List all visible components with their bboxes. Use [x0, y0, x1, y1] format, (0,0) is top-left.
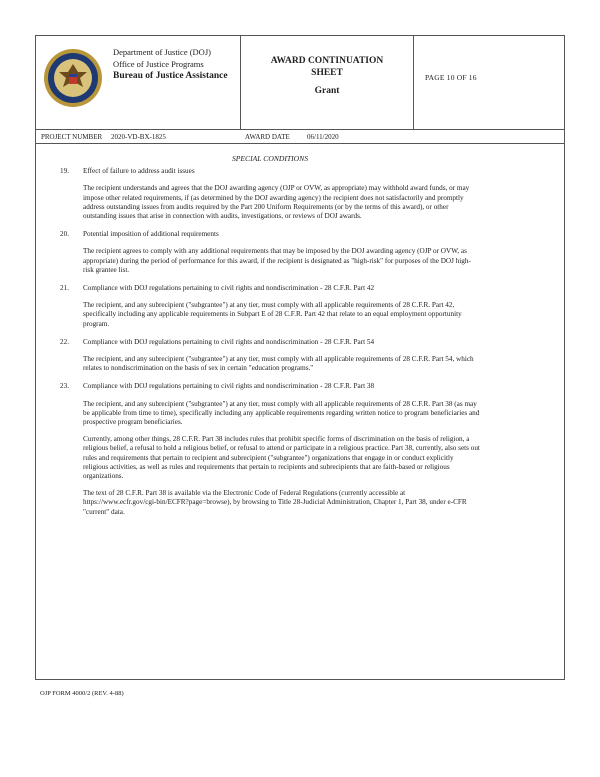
condition-number: 19.: [60, 167, 69, 176]
condition-paragraph: The recipient, and any subrecipient ("subgrantee") at any tier, must comply with all applicable requirements of 28 C.F.R. Part 42, specifically including any applicable requirements in Subpart E of 28 C.F.R. Part 42 that relate to an equal employment opportunity program.: [83, 301, 462, 328]
condition-paragraph: The recipient agrees to comply with any additional requirements that may be imposed by the DOJ awarding agency (OJP or OVW, as appropriate) during the period of performance for this award, if the recipient is designated as "high-risk" for purposes of the DOJ high-risk grantee list.: [83, 247, 471, 274]
condition-item: [60, 230, 480, 275]
condition-item: [60, 338, 480, 374]
condition-number: 22.: [60, 337, 69, 346]
condition-paragraph: Currently, among other things, 28 C.F.R. Part 38 includes rules that prohibit specific forms of discrimination on the basis of religion, a religious belief, a refusal to hold a religious belief, or refusal to attend or participate in a religious practice. Part 38, currently, also sets out rules and requirements that pertain to recipient and subrecipient ("subgrantee") organizations that engage in or conduct explicitly religious activities, as well as rules and requirements that pertain to recipients and subrecipients that are faith-based or religious organizations.: [83, 435, 480, 481]
condition-paragraph: The recipient, and any subrecipient ("subgrantee") at any tier, must comply with all applicable requirements of 28 C.F.R. Part 54, which relates to nondiscrimination on the basis of sex in certain "education programs.": [83, 355, 474, 373]
conditions-body: [60, 154, 480, 526]
award-meta-row: [35, 130, 565, 144]
agency-line-3: Bureau of Justice Assistance: [113, 71, 228, 81]
condition-item: [60, 284, 480, 329]
condition-number: 20.: [60, 230, 69, 239]
condition-paragraph: The recipient understands and agrees that the DOJ awarding agency (OJP or OVW, as appropriate) may withhold award funds, or may impose other related requirements, if (as determined by the DOJ awarding agency) the recipient does not satisfactorily and promptly address outstanding issues from audits required by the Part 200 Uniform Requirements (or by the terms of this award), or other outstanding issues that arise in connection with audits, investigations, or reviews of DOJ awards.: [83, 184, 470, 221]
agency-line-2: Office of Justice Programs: [113, 59, 204, 69]
title-line-3: Grant: [314, 86, 340, 96]
doj-seal-icon: [43, 48, 103, 108]
form-title: [241, 55, 413, 97]
condition-item: [60, 382, 480, 516]
project-number-value: 2020-VD-BX-1825: [111, 133, 166, 141]
agency-block: [113, 46, 228, 82]
title-line-1: AWARD CONTINUATION: [270, 56, 384, 66]
condition-paragraph: The recipient, and any subrecipient ("subgrantee") at any tier, must comply with all applicable requirements of 28 C.F.R. Part 38 (as may be applicable from time to time), specifically including any applicable requirements regarding written notice to program beneficiaries and prospective program beneficiaries.: [83, 399, 480, 427]
condition-number: 21.: [60, 284, 69, 293]
form-footer: OJP FORM 4000/2 (REV. 4-88): [40, 690, 124, 697]
condition-heading: Compliance with DOJ regulations pertaining to civil rights and nondiscrimination - 28 C.F.R. Part 38: [83, 382, 375, 391]
section-title: SPECIAL CONDITIONS: [231, 154, 308, 163]
award-date-value: 06/11/2020: [307, 133, 339, 141]
condition-paragraph: The text of 28 C.F.R. Part 38 is available via the Electronic Code of Federal Regulations (currently accessible at https://www.ecfr.gov/cgi-bin/ECFR?page=browse), by browsing to Title 28-Judicial Administration, Chapter 1, Part 38, under e-CFR "current" data.: [83, 489, 467, 516]
condition-heading: Effect of failure to address audit issues: [83, 167, 195, 176]
condition-heading: Potential imposition of additional requirements: [83, 230, 219, 239]
form-header: [35, 35, 565, 130]
condition-heading: Compliance with DOJ regulations pertaining to civil rights and nondiscrimination - 28 C.F.R. Part 54: [83, 337, 375, 346]
condition-number: 23.: [60, 382, 69, 391]
condition-item: [60, 167, 480, 221]
title-line-2: SHEET: [311, 68, 343, 78]
agency-line-1: Department of Justice (DOJ): [113, 47, 211, 57]
condition-heading: Compliance with DOJ regulations pertaining to civil rights and nondiscrimination - 28 C.F.R. Part 42: [83, 284, 375, 293]
project-number-label: PROJECT NUMBER: [41, 133, 103, 141]
page-indicator: PAGE 10 OF 16: [425, 73, 477, 82]
award-date-label: AWARD DATE: [245, 133, 290, 141]
